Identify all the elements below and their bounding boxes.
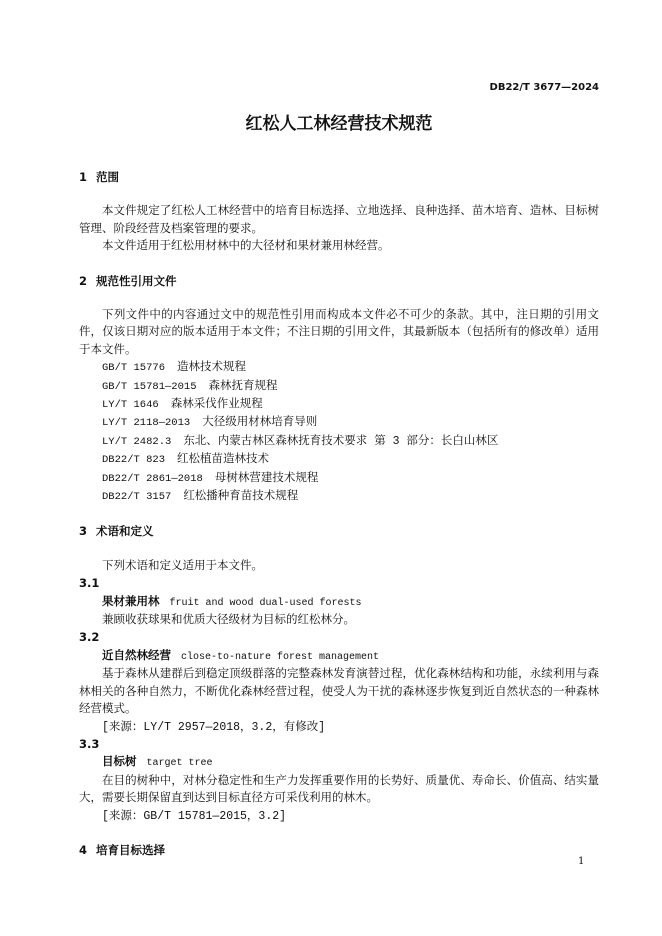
document-body bbox=[79, 169, 599, 876]
term-entry bbox=[79, 593, 599, 612]
section-heading-cultivation-objective bbox=[79, 842, 599, 859]
reference-item bbox=[79, 433, 599, 451]
reference-title: 东北、内蒙古林区森林抚育技术要求 第 3 部分：长白山林区 bbox=[183, 434, 499, 448]
reference-title: 红松植苗造林技术 bbox=[177, 453, 270, 467]
reference-code: DB22/T 823 bbox=[102, 454, 166, 467]
document-title: 红松人工林经营技术规范 bbox=[245, 114, 433, 134]
section-number: 2 bbox=[79, 273, 88, 288]
term-source: [来源：LY/T 2957—2018，3.2，有修改] bbox=[102, 720, 326, 734]
section-heading-scope bbox=[79, 169, 599, 186]
reference-code: GB/T 15781—2015 bbox=[102, 380, 197, 393]
reference-code: DB22/T 3157 bbox=[102, 491, 172, 504]
term-source: [来源：GB/T 15781—2015，3.2] bbox=[102, 809, 287, 823]
paragraph: 本文件规定了红松人工林经营中的培育目标选择、立地选择、良种选择、苗木培育、造林、目标树管理、阶段经营及档案管理的要求。 bbox=[79, 205, 599, 236]
term-number: 3.2 bbox=[79, 630, 100, 645]
reference-title: 森林抚育规程 bbox=[208, 379, 278, 393]
paragraph: 下列文件中的内容通过文中的规范性引用而构成本文件必不可少的条款。其中，注日期的引用文件，仅该日期对应的版本适用于本文件；不注日期的引用文件，其最新版本（包括所有的修改单）适用于本文件。 bbox=[79, 309, 599, 357]
section-number: 4 bbox=[79, 842, 88, 857]
term-zh: 目标树 bbox=[102, 754, 137, 769]
section-title: 培育目标选择 bbox=[96, 842, 165, 857]
reference-code: DB22/T 2861—2018 bbox=[102, 472, 203, 485]
reference-code: LY/T 1646 bbox=[102, 399, 159, 412]
term-definition: 在目的树种中，对林分稳定性和生产力发挥重要作用的长势好、质量优、寿命长、价值高、结实量大，需要长期保留直到达到目标直径方可采伐利用的林木。 bbox=[79, 774, 599, 806]
document-code: DB22/T 3677—2024 bbox=[489, 82, 599, 93]
reference-item bbox=[79, 470, 599, 488]
section-title: 规范性引用文件 bbox=[96, 273, 177, 288]
reference-item bbox=[79, 488, 599, 506]
term-zh: 近自然林经营 bbox=[102, 647, 171, 662]
term-en: close-to-nature forest management bbox=[181, 651, 380, 663]
reference-item bbox=[79, 359, 599, 377]
section-heading-normative-references bbox=[79, 273, 599, 290]
term-number: 3.3 bbox=[79, 736, 100, 751]
section-title: 术语和定义 bbox=[96, 524, 154, 539]
reference-code: LY/T 2118—2013 bbox=[102, 417, 191, 430]
section-number: 1 bbox=[79, 170, 88, 184]
term-en: fruit and wood dual-used forests bbox=[169, 597, 362, 609]
paragraph: 下列术语和定义适用于本文件。 bbox=[102, 559, 263, 573]
reference-item bbox=[79, 396, 599, 414]
reference-title: 大径级用材林培育导则 bbox=[202, 416, 318, 430]
section-title: 范围 bbox=[96, 170, 119, 184]
section-number: 3 bbox=[79, 524, 88, 539]
reference-item bbox=[79, 378, 599, 396]
reference-item bbox=[79, 451, 599, 469]
term-number: 3.1 bbox=[79, 576, 100, 591]
reference-title: 红松播种育苗技术规程 bbox=[183, 490, 299, 504]
page-number: 1 bbox=[578, 856, 585, 867]
reference-title: 造林技术规程 bbox=[177, 361, 247, 375]
term-entry bbox=[79, 753, 599, 772]
term-en: target tree bbox=[146, 758, 213, 770]
reference-code: LY/T 2482.3 bbox=[102, 435, 172, 448]
reference-title: 母树林营建技术规程 bbox=[214, 471, 319, 485]
term-definition: 基于森林从建群后到稳定顶级群落的完整森林发育演替过程，优化森林结构和功能，永续利用与森林相关的各种自然力，不断优化森林经营过程，使受人为干扰的森林逐步恢复到近自然状态的一种森林经营模式。 bbox=[79, 668, 599, 717]
reference-code: GB/T 15776 bbox=[102, 362, 166, 375]
term-definition: 兼顾收获球果和优质大径级材为目标的红松林分。 bbox=[102, 614, 355, 628]
section-heading-terms-definitions bbox=[79, 523, 599, 540]
paragraph: 本文件适用于红松用材林中的大径材和果材兼用林经营。 bbox=[102, 240, 390, 254]
term-entry bbox=[79, 647, 599, 666]
reference-title: 森林采伐作业规程 bbox=[170, 398, 263, 412]
reference-item bbox=[79, 414, 599, 432]
term-zh: 果材兼用林 bbox=[102, 593, 160, 608]
